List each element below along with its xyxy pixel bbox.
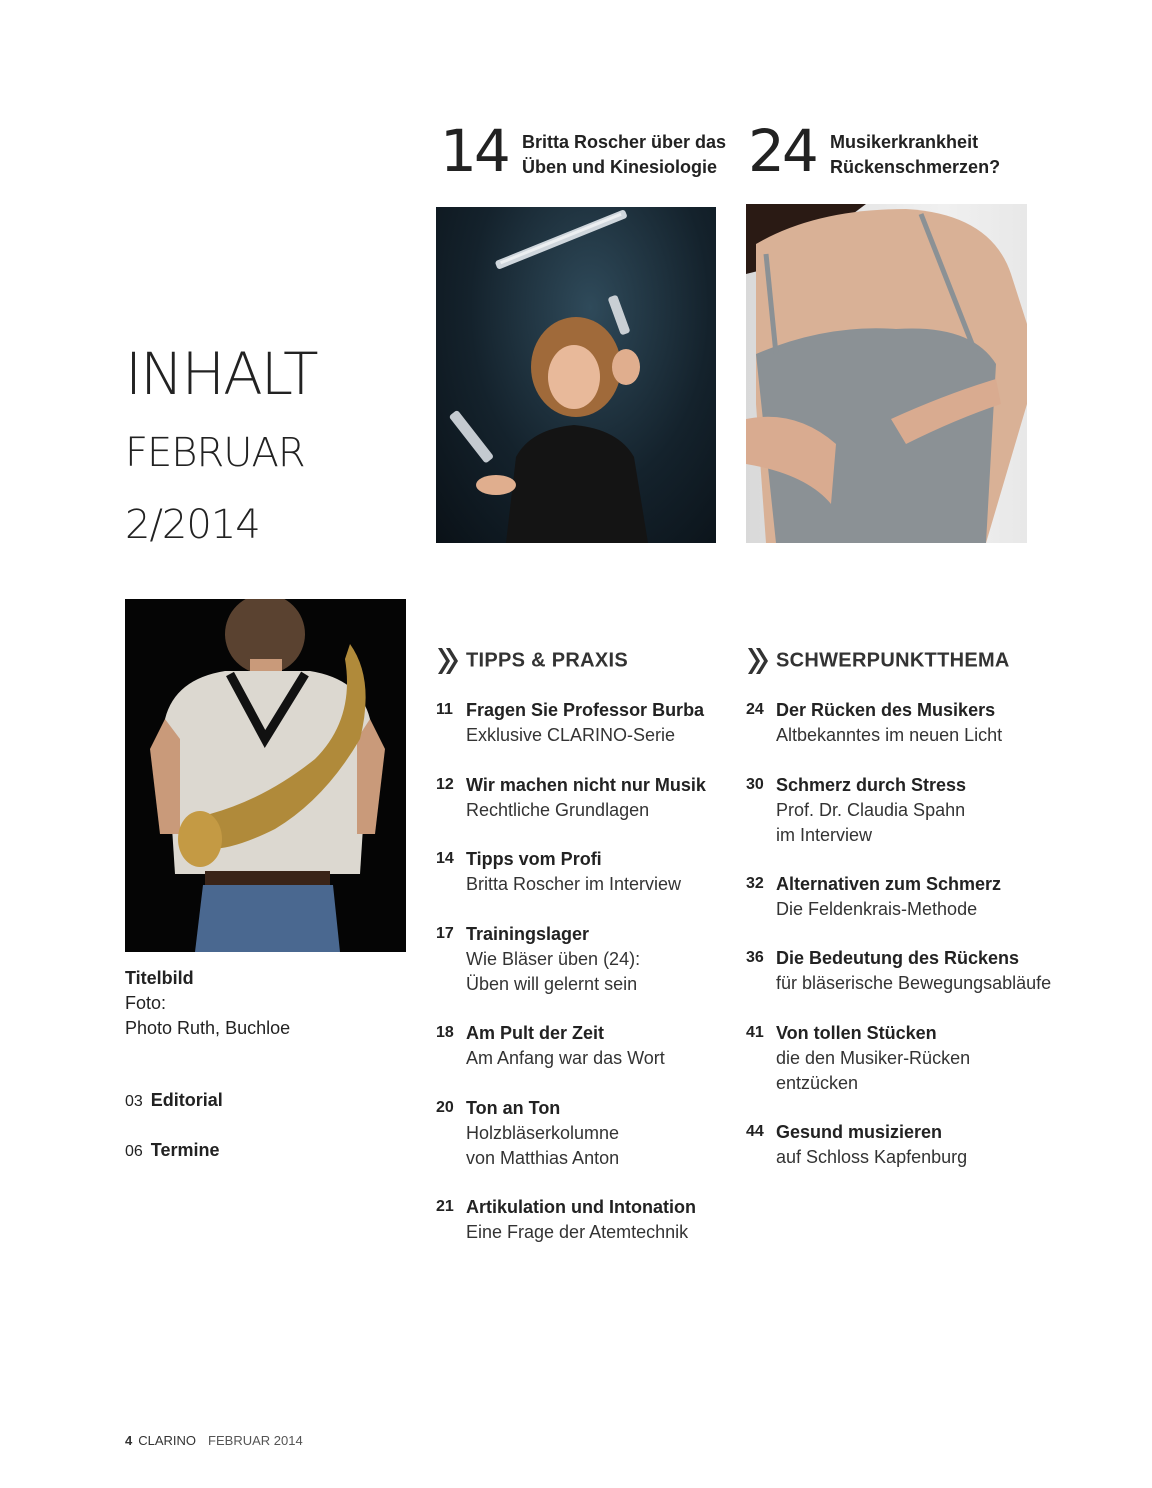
feature-teaser-14[interactable] [440, 118, 730, 188]
toc-page-number: 20 [436, 1099, 454, 1116]
footer-magazine-name: CLARINO [138, 1433, 197, 1448]
back-pain-illustration [746, 204, 1027, 543]
toc-page-number: 41 [746, 1024, 764, 1041]
toc-subtitle: Prof. Dr. Claudia Spahn im Interview [776, 800, 966, 845]
cover-photo [125, 599, 406, 952]
feature-text: Britta Roscher über das Üben und Kinesiologie [522, 132, 727, 177]
toc-title: Gesund musizieren [776, 1122, 943, 1142]
flute-juggler-illustration [436, 207, 716, 543]
page-footer [125, 1433, 303, 1448]
toc-page-number: 30 [746, 776, 764, 793]
toc-title: Die Bedeutung des Rückens [776, 948, 1020, 968]
side-entry-editorial[interactable] [125, 1090, 223, 1111]
open-hand-shape [476, 475, 516, 495]
toc-title: Tipps vom Profi [466, 849, 602, 869]
saxophonist-illustration [125, 599, 406, 952]
toc-subtitle: Holzbläserkolumne von Matthias Anton [466, 1123, 620, 1168]
page-title: INHALT [125, 340, 317, 408]
toc-subtitle: Wie Bläser üben (24): Üben will gelernt sein [466, 949, 641, 994]
toc-page-number: 14 [436, 850, 454, 867]
side-entry-termine[interactable] [125, 1140, 219, 1161]
side-entry-title: Editorial [150, 1090, 223, 1110]
toc-title: Am Pult der Zeit [466, 1023, 605, 1043]
toc-subtitle: Eine Frage der Atemtechnik [466, 1222, 689, 1242]
jeans-shape [195, 885, 340, 952]
feature-page-number: 24 [748, 117, 816, 185]
side-entry-title: Termine [150, 1140, 220, 1160]
raised-hand-shape [612, 349, 640, 385]
toc-subtitle: Die Feldenkrais-Methode [776, 899, 978, 919]
left-arm-shape [150, 719, 180, 834]
cover-caption-title: Titelbild [125, 968, 194, 988]
toc-title: Der Rücken des Musikers [776, 700, 996, 720]
toc-page-number: 36 [746, 949, 764, 966]
toc-page-number: 21 [436, 1198, 454, 1215]
toc-page-number: 11 [436, 701, 453, 718]
toc-title: Von tollen Stücken [776, 1023, 937, 1043]
section-heading-tipps [436, 646, 628, 676]
face-shape [548, 345, 600, 409]
double-chevron-icon [436, 646, 460, 676]
toc-subtitle: Am Anfang war das Wort [466, 1048, 665, 1068]
toc-title: Alternativen zum Schmerz [776, 874, 1002, 894]
back-pain-photo [746, 204, 1027, 543]
toc-page-number: 44 [746, 1123, 764, 1140]
toc-page-number: 18 [436, 1024, 454, 1041]
feature-teaser-24[interactable] [748, 118, 1038, 188]
cover-caption-credit: Photo Ruth, Buchloe [125, 1018, 291, 1038]
flute-footjoint-shape [449, 410, 495, 464]
toc-subtitle: Altbekanntes im neuen Licht [776, 725, 1003, 745]
issue-month: FEBRUAR [125, 430, 305, 476]
side-entry-page: 06 [125, 1143, 143, 1160]
section-title: SCHWERPUNKTTHEMA [776, 649, 1010, 672]
toc-title: Artikulation und Intonation [466, 1197, 696, 1217]
toc-title: Wir machen nicht nur Musik [466, 775, 706, 795]
toc-title: Trainingslager [466, 924, 590, 944]
toc-title: Fragen Sie Professor Burba [466, 700, 705, 720]
feature-page-number: 14 [440, 117, 508, 185]
toc-subtitle: Britta Roscher im Interview [466, 874, 682, 894]
toc-subtitle: auf Schloss Kapfenburg [776, 1147, 968, 1167]
toc-page-number: 24 [746, 701, 764, 718]
feature-text: Musikerkrankheit Rückenschmerzen? [830, 132, 1001, 177]
issue-number: 2/2014 [125, 502, 260, 548]
flute-body-shape [495, 209, 628, 270]
flute-headjoint-shape [607, 294, 630, 335]
toc-subtitle: Exklusive CLARINO-Serie [466, 725, 676, 745]
footer-issue-date: FEBRUAR 2014 [208, 1433, 303, 1448]
toc-subtitle: Rechtliche Grundlagen [466, 800, 650, 820]
section-heading-schwerpunkt [746, 646, 1010, 676]
cover-caption [125, 966, 290, 1041]
toc-page-number: 12 [436, 776, 454, 793]
toc-title: Ton an Ton [466, 1098, 561, 1118]
flute-juggler-photo [436, 207, 716, 543]
saxophone-bell-shape [178, 811, 222, 867]
cover-caption-line: Foto: [125, 993, 167, 1013]
section-title: TIPPS & PRAXIS [466, 649, 629, 672]
side-entry-page: 03 [125, 1093, 143, 1110]
toc-page-number: 32 [746, 875, 764, 892]
double-chevron-icon [746, 646, 770, 676]
toc-title: Schmerz durch Stress [776, 775, 967, 795]
toc-subtitle: die den Musiker-Rücken entzücken [776, 1048, 971, 1093]
belt-shape [205, 871, 330, 885]
toc-page-number: 17 [436, 925, 454, 942]
right-arm-shape [357, 719, 385, 834]
footer-page-number: 4 [125, 1433, 133, 1448]
toc-subtitle: für bläserische Bewegungsabläufe [776, 973, 1052, 993]
black-dress-shape [506, 425, 648, 543]
